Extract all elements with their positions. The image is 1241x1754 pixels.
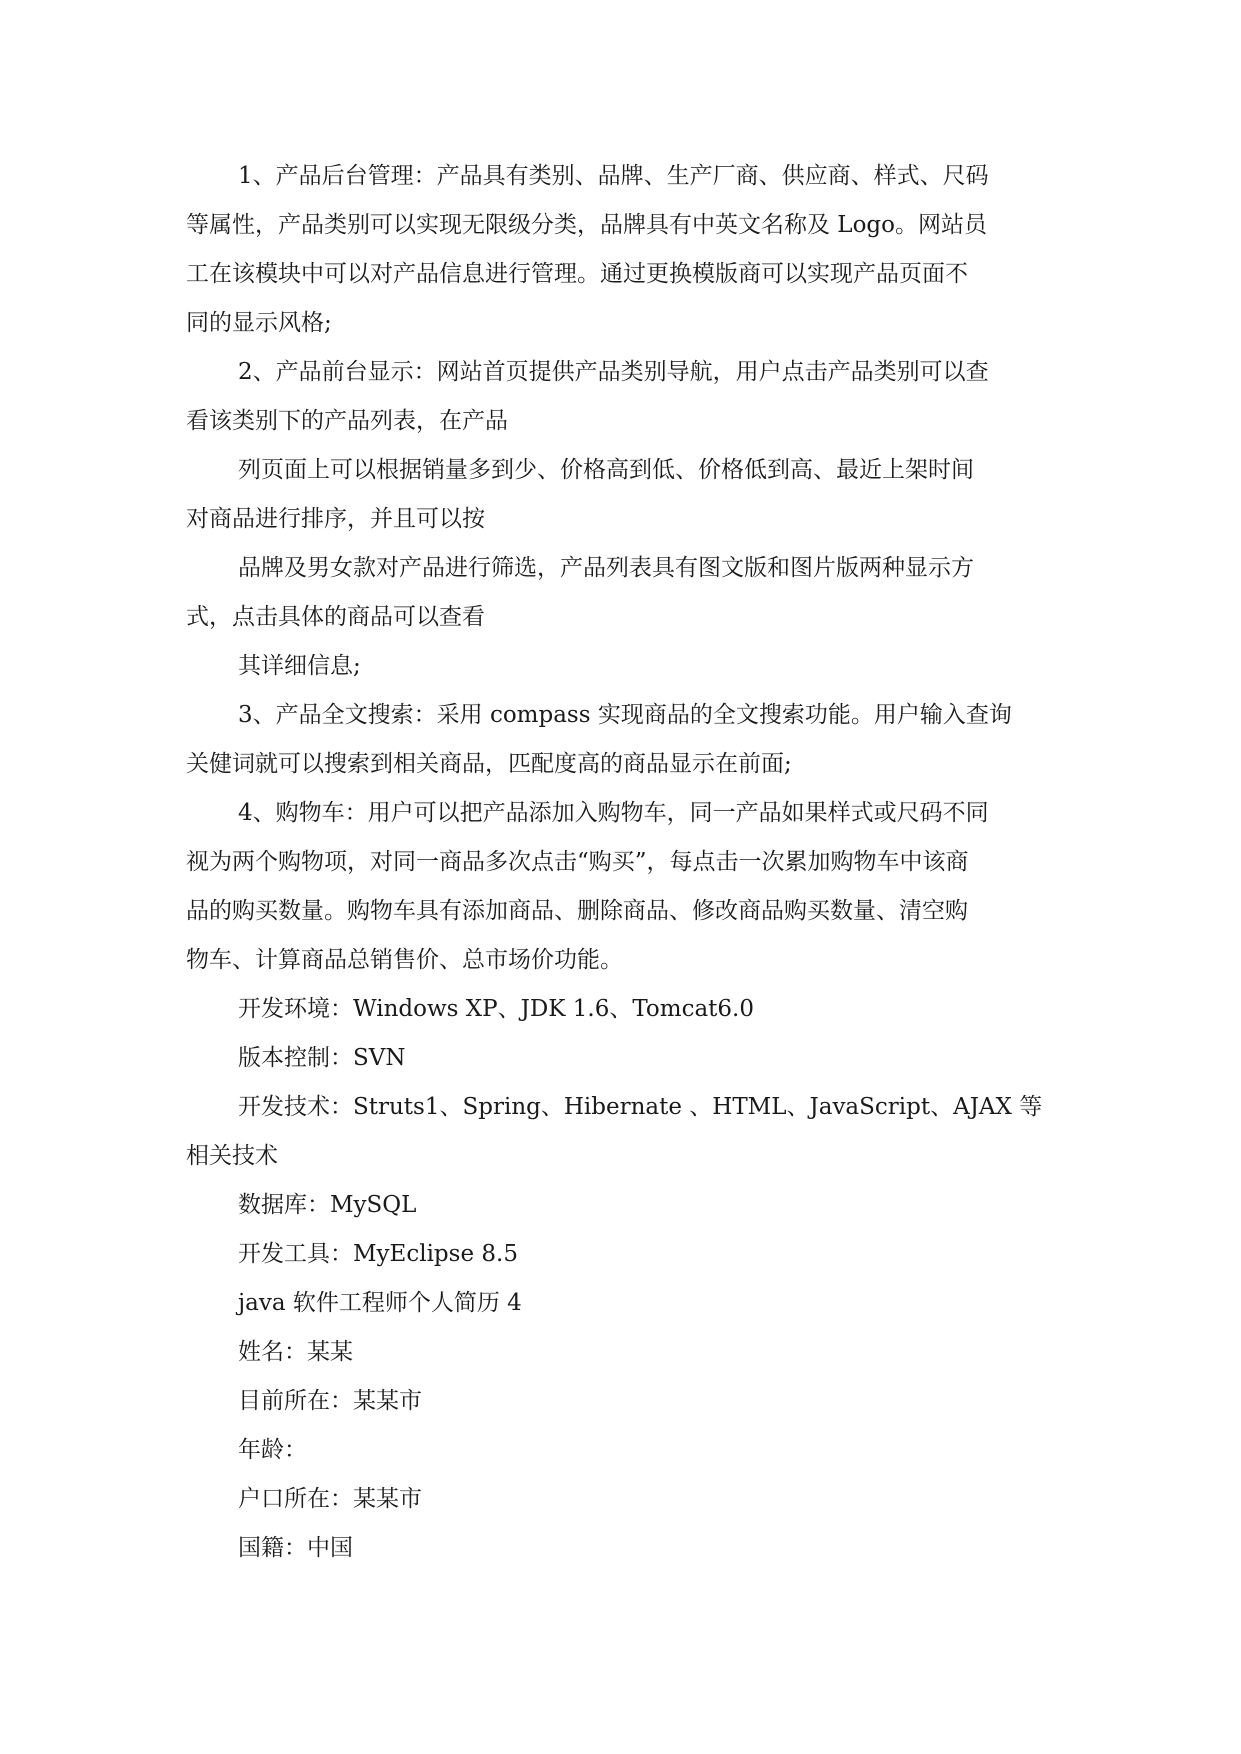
text-line: 开发工具：MyEclipse 8.5 (238, 1241, 518, 1267)
text-line: 4、购物车：用户可以把产品添加入购物车，同一产品如果样式或尺码不同 (238, 800, 989, 826)
text-line: 目前所在：某某市 (238, 1388, 422, 1414)
text-line: 相关技术 (186, 1143, 278, 1169)
text-line: 对商品进行排序，并且可以按 (186, 506, 485, 532)
text-line: 工在该模块中可以对产品信息进行管理。通过更换模版商可以实现产品页面不 (186, 261, 968, 287)
document-body (186, 152, 1056, 1573)
text-line: 2、产品前台显示：网站首页提供产品类别导航，用户点击产品类别可以查 (238, 359, 989, 385)
text-line: 视为两个购物项，对同一商品多次点击“购买”，每点击一次累加购物车中该商 (186, 849, 969, 875)
text-line: 关健词就可以搜索到相关商品，匹配度高的商品显示在前面; (186, 751, 792, 777)
text-line: 其详细信息; (238, 653, 361, 679)
text-line: 开发环境：Windows XP、JDK 1.6、Tomcat6.0 (238, 996, 754, 1022)
text-line: 1、产品后台管理：产品具有类别、品牌、生产厂商、供应商、样式、尺码 (238, 163, 989, 189)
text-line: 数据库：MySQL (238, 1192, 417, 1218)
text-line: 版本控制：SVN (238, 1045, 406, 1071)
text-line: 物车、计算商品总销售价、总市场价功能。 (186, 947, 623, 973)
text-line: 品牌及男女款对产品进行筛选，产品列表具有图文版和图片版两种显示方 (238, 555, 974, 581)
text-line: java 软件工程师个人简历 4 (238, 1290, 522, 1316)
text-line: 列页面上可以根据销量多到少、价格高到低、价格低到高、最近上架时间 (238, 457, 974, 483)
text-line: 姓名：某某 (238, 1339, 353, 1365)
text-line: 3、产品全文搜索：采用 compass 实现商品的全文搜索功能。用户输入查询 (238, 702, 1012, 728)
text-line: 看该类别下的产品列表，在产品 (186, 408, 508, 434)
text-line: 等属性，产品类别可以实现无限级分类，品牌具有中英文名称及 Logo。网站员 (186, 212, 988, 238)
text-line: 品的购买数量。购物车具有添加商品、删除商品、修改商品购买数量、清空购 (186, 898, 968, 924)
text-line: 国籍：中国 (238, 1535, 353, 1561)
text-line: 开发技术：Struts1、Spring、Hibernate 、HTML、JavaScript、AJAX 等 (238, 1094, 1043, 1120)
text-line: 户口所在：某某市 (238, 1486, 422, 1512)
text-line: 同的显示风格; (186, 310, 332, 336)
text-line: 式，点击具体的商品可以查看 (186, 604, 485, 630)
text-line: 年龄： (238, 1437, 307, 1463)
